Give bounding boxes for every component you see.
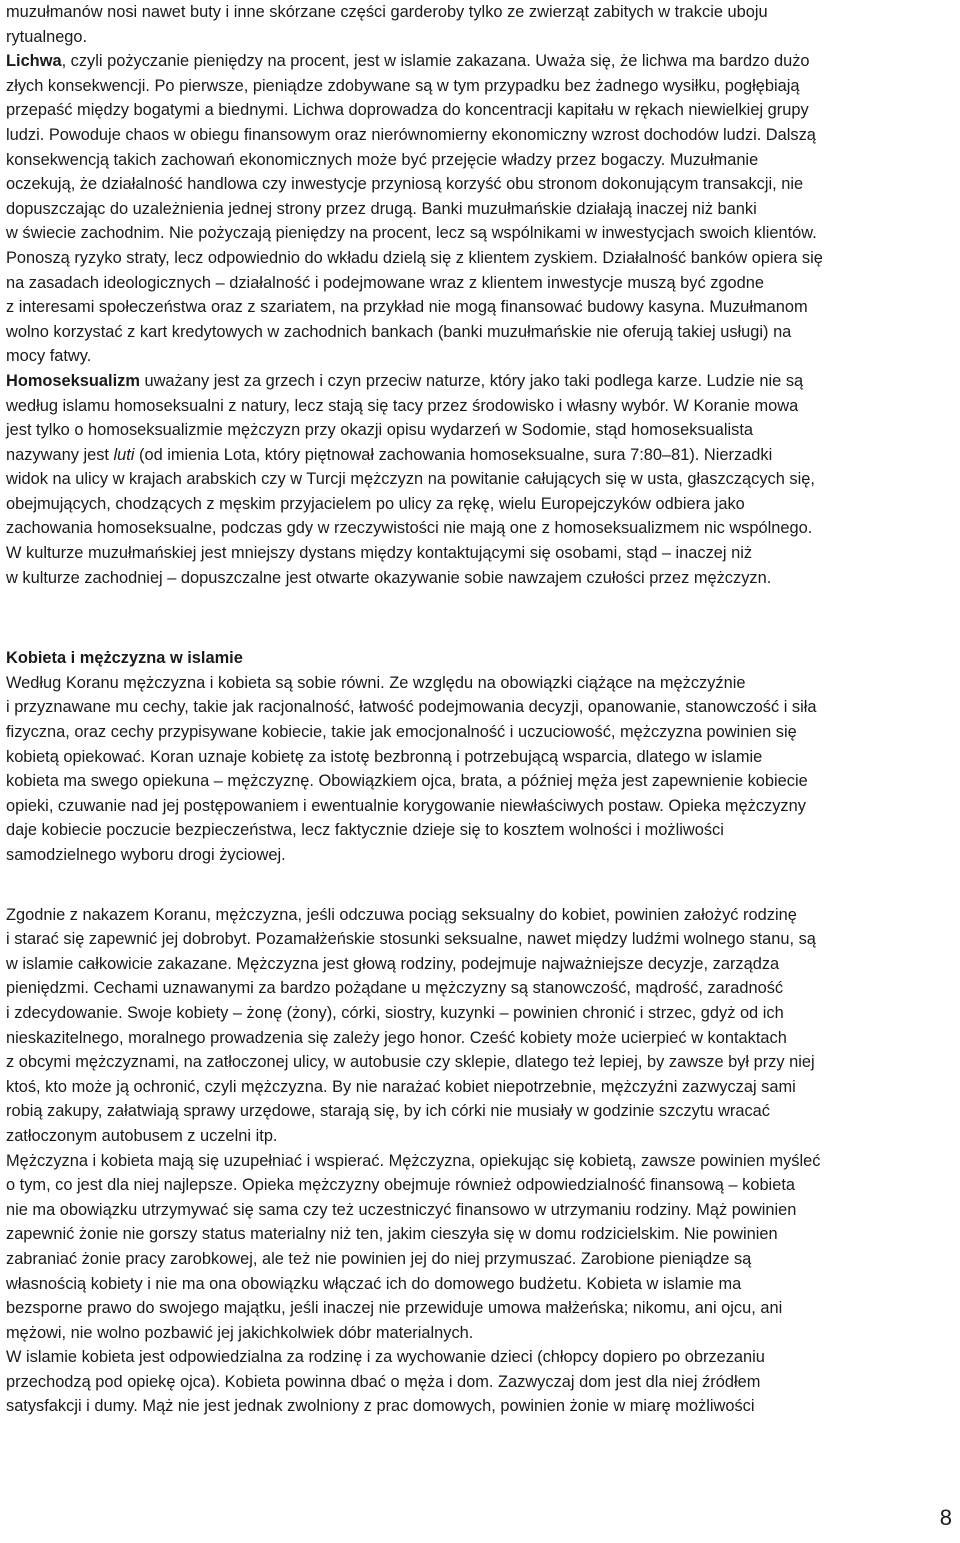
text-line: rytualnego.: [6, 27, 88, 46]
text-line-homoseksualizm: [6, 369, 958, 394]
text-line: dopuszczając do uzależnienia jednej strony przez drugą. Banki muzułmańskie działają inaczej niż banki: [6, 199, 757, 218]
text-line: zatłoczonym autobusem z uczelni itp.: [6, 1126, 278, 1145]
text-line-lichwa: [6, 49, 958, 74]
text-line: przepaść między bogatymi a biednymi. Lichwa doprowadza do koncentracji kapitału w rękach niewielkiej grupy: [6, 101, 809, 120]
text-line: Mężczyzna i kobieta mają się uzupełniać i wspierać. Mężczyzna, opiekując się kobietą, zawsze powinien myśleć: [6, 1151, 821, 1170]
text-line: oczekują, że działalność handlowa czy inwestycje przyniosą korzyść obu stronom dokonującym transakcji, nie: [6, 175, 804, 194]
text-line: konsekwencją takich zachowań ekonomicznych może być przejęcie władzy przez bogaczy. Muzułmanie: [6, 150, 759, 169]
section-heading: [6, 646, 958, 671]
text-line: i starać się zapewnić jej dobrobyt. Pozamałżeńskie stosunki seksualne, nawet między ludźmi wolnego stanu, są: [6, 930, 816, 949]
text-fragment: , czyli pożyczanie pieniędzy na procent, jest w islamie zakazana. Uważa się, że lichwa ma bardzo dużo: [61, 52, 810, 71]
text-line: nieskazitelnego, moralnego prowadzenia się zależy jego honor. Cześć kobiety może ucierpieć w kontaktach: [6, 1028, 787, 1047]
text-line: Zgodnie z nakazem Koranu, mężczyzna, jeśli odczuwa pociąg seksualny do kobiet, powinien założyć rodzinę: [6, 905, 797, 924]
text-fragment: nazywany jest: [6, 445, 114, 464]
text-line: zabraniać żonie pracy zarobkowej, ale też nie powinien jej do niej przymuszać. Zarobione pieniądze są: [6, 1249, 752, 1268]
text-line: z interesami społeczeństwa oraz z szariatem, na przykład nie mogą finansować budowy kasyna. Muzułmanom: [6, 298, 808, 317]
text-line: Według Koranu mężczyzna i kobieta są sobie równi. Ze względu na obowiązki ciążące na mężczyźnie: [6, 673, 746, 692]
text-line: obejmujących, chodzących z męskim przyjacielem po ulicy za rękę, wielu Europejczyków odbiera jako: [6, 494, 745, 513]
text-line: zapewnić żonie nie gorszy status materialny niż ten, jakim cieszyła się w domu rodzicielskim. Nie powinien: [6, 1225, 778, 1244]
text-line: ludzi. Powoduje chaos w obiegu finansowym oraz nierównomierny ekonomiczny wzrost dochodów ludzi. Dalszą: [6, 125, 816, 144]
text-line: satysfakcji i dumy. Mąż nie jest jednak zwolniony z prac domowych, powinien żonie w miarę możliwości: [6, 1397, 755, 1416]
text-line: w świecie zachodnim. Nie pożyczają pieniędzy na procent, lecz są wspólnikami w inwestycjach swoich klientów.: [6, 224, 817, 243]
text-line: mocy fatwy.: [6, 347, 92, 366]
text-line: jest tylko o homoseksualizmie mężczyzn przy okazji opisu wydarzeń w Sodomie, stąd homoseksualista: [6, 421, 753, 440]
text-line: przechodzą pod opiekę ojca). Kobieta powinna dbać o męża i dom. Zazwyczaj dom jest dla niej źródłem: [6, 1372, 761, 1391]
text-line: Ponoszą ryzyko straty, lecz odpowiednio do wkładu dzielą się z klientem zyskiem. Działalność banków opiera się: [6, 248, 823, 267]
text-line: z obcymi mężczyznami, na zatłoczonej ulicy, w autobusie czy sklepie, dlatego też lepiej, by zawsze był przy niej: [6, 1053, 815, 1072]
italic-term-luti: luti: [113, 445, 135, 464]
text-line: samodzielnego wyboru drogi życiowej.: [6, 846, 286, 864]
paragraph-spacer: [6, 868, 958, 903]
text-line-luti: [6, 443, 958, 468]
text-line: nie ma obowiązku utrzymywać się sama czy też uczestniczyć finansowo w utrzymaniu rodziny. Mąż powinien: [6, 1200, 797, 1219]
text-line: fizyczna, oraz cechy przypisywane kobiecie, takie jak emocjonalność i uczuciowość, mężczyzna powinien się: [6, 723, 797, 742]
text-line: złych konsekwencji. Po pierwsze, pieniądze zdobywane są w tym przypadku bez żadnego wysiłku, pogłębiają: [6, 76, 800, 95]
text-line: pieniędzmi. Cechami uznawanymi za bardzo pożądane u mężczyzny są stanowczość, mądrość, zaradność: [6, 979, 784, 998]
text-line: wolno korzystać z kart kredytowych w zachodnich bankach (banki muzułmańskie nie oferują takiej usługi) na: [6, 322, 792, 341]
bold-term-homoseksualizm: Homoseksualizm: [6, 371, 140, 390]
text-line: widok na ulicy w krajach arabskich czy w Turcji mężczyzn na powitanie całujących się w usta, głaszczących się,: [6, 470, 815, 489]
section-spacer: [6, 590, 958, 646]
text-line: robią zakupy, załatwiają sprawy urzędowe, starają się, by ich córki nie musiały w godzinie szczytu wracać: [6, 1102, 770, 1121]
text-line: W kulturze muzułmańskiej jest mniejszy dystans między kontaktującymi się osobami, stąd – inaczej niż: [6, 544, 753, 563]
text-line: i przyznawane mu cechy, takie jak racjonalność, łatwość podejmowania decyzji, opanowanie, stanowczość i siła: [6, 698, 817, 717]
text-line: daje kobiecie poczucie bezpieczeństwa, lecz faktycznie dzieje się to kosztem wolności i możliwości: [6, 821, 724, 840]
text-line: na zasadach ideologicznych – działalność i podejmowane wraz z klientem inwestycje muszą być zgodne: [6, 273, 765, 292]
text-line: W islamie kobieta jest odpowiedzialna za rodzinę i za wychowanie dzieci (chłopcy dopiero po obrzezaniu: [6, 1348, 765, 1367]
text-line: o tym, co jest dla niej najlepsze. Opieka mężczyzny obejmuje również odpowiedzialność finansową – kobieta: [6, 1176, 795, 1195]
text-line: według islamu homoseksualni z natury, lecz stają się tacy przez środowisko i własny wybór. W Koranie mowa: [6, 396, 799, 415]
text-fragment: (od imienia Lota, który piętnował zachowania homoseksualne, sura 7:80–81). Nierzadki: [134, 445, 773, 464]
text-line: ktoś, kto może ją ochronić, czyli mężczyzna. By nie narażać kobiet niepotrzebnie, mężczyźni zazwyczaj sami: [6, 1077, 796, 1096]
page-number: 8: [939, 1505, 952, 1530]
text-line: kobieta ma swego opiekuna – mężczyznę. Obowiązkiem ojca, brata, a później męża jest zapewnienie kobiecie: [6, 772, 808, 791]
document-page: [6, 0, 958, 1419]
text-line: kobietą opiekować. Koran uznaje kobietę za istotę bezbronną i potrzebującą wsparcia, dlatego w islamie: [6, 747, 763, 766]
text-fragment: uważany jest za grzech i czyn przeciw naturze, który jako taki podlega karze. Ludzie nie są: [139, 371, 804, 390]
text-line: bezsporne prawo do swojego majątku, jeśli inaczej nie przewiduje umowa małżeńska; nikomu, ani ojcu, ani: [6, 1299, 783, 1318]
bold-term-lichwa: Lichwa: [6, 52, 62, 71]
text-line: opieki, czuwanie nad jej postępowaniem i ewentualnie korygowanie niewłaściwych postaw. Opieka mężczyzny: [6, 796, 806, 815]
text-line: muzułmanów nosi nawet buty i inne skórzane części garderoby tylko ze zwierząt zabitych w trakcie uboju: [6, 3, 768, 21]
text-line: i zdecydowanie. Swoje kobiety – żonę (żony), córki, siostry, kuzynki – powinien chronić i strzec, gdyż od ich: [6, 1003, 784, 1022]
section-heading-text: Kobieta i mężczyzna w islamie: [6, 649, 243, 668]
text-line: własnością kobiety i nie ma ona obowiązku włączać ich do domowego budżetu. Kobieta w islamie ma: [6, 1274, 742, 1293]
text-line: mężowi, nie wolno pozbawić jej jakichkolwiek dóbr materialnych.: [6, 1323, 474, 1342]
text-line: zachowania homoseksualne, podczas gdy w rzeczywistości nie mają one z homoseksualizmem nic wspólnego.: [6, 519, 813, 538]
text-line: w islamie całkowicie zakazane. Mężczyzna jest głową rodziny, podejmuje najważniejsze decyzje, zarządza: [6, 954, 780, 973]
text-line: w kulturze zachodniej – dopuszczalne jest otwarte okazywanie sobie nawzajem czułości przez mężczyzn.: [6, 568, 772, 587]
